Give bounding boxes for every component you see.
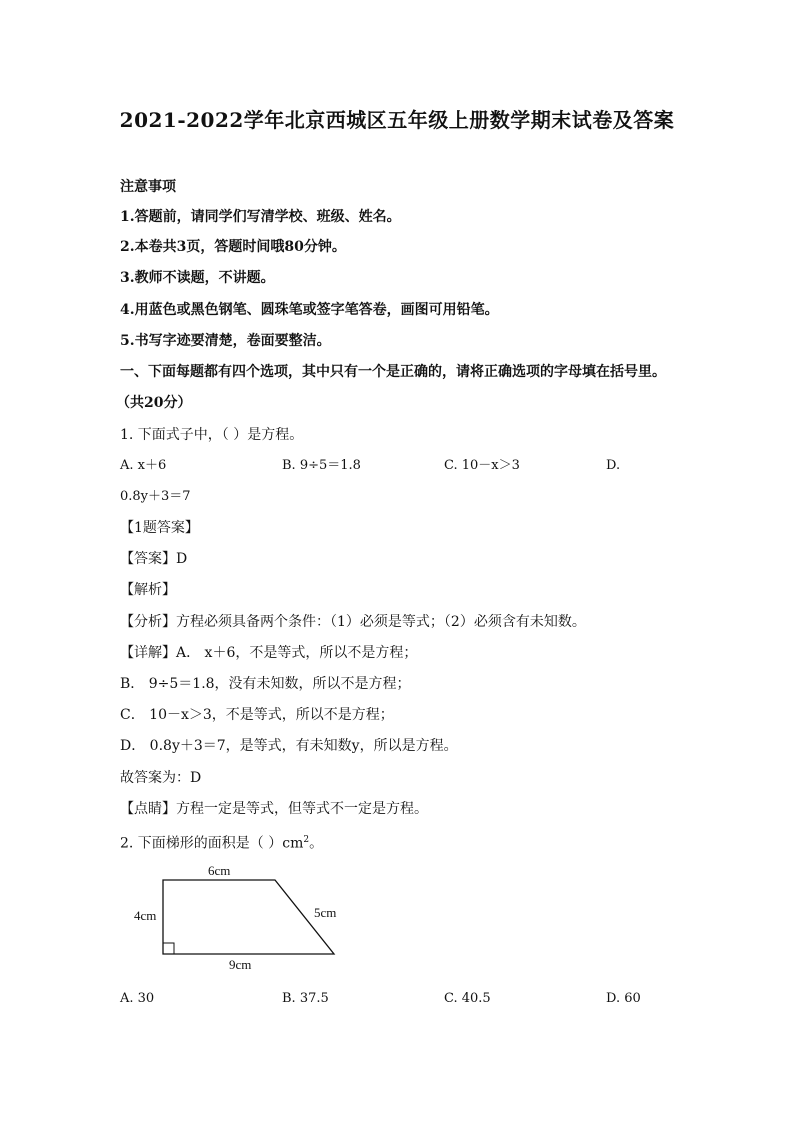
question-1-option-c: C. 10－x＞3 [444, 458, 520, 473]
detail-line: C． 10－x＞3，不是等式，所以不是方程； [120, 707, 394, 723]
question-1-option-d: D. [606, 458, 621, 473]
notice-heading: 注意事项 [120, 179, 176, 195]
question-2-option-d: D. 60 [606, 991, 641, 1006]
page-title: 2021-2022学年北京西城区五年级上册数学期末试卷及答案 [119, 108, 675, 132]
answer: 【答案】D [120, 551, 188, 567]
section-points: （共20分） [116, 395, 192, 411]
right-angle-mark [163, 943, 174, 954]
question-1-option-b: B. 9÷5＝1.8 [282, 458, 361, 473]
comment: 【点睛】方程一定是等式，但等式不一定是方程。 [120, 801, 428, 817]
label-top: 6cm [208, 863, 231, 878]
answer-tag: 【1题答案】 [120, 520, 199, 536]
label-bottom: 9cm [229, 957, 252, 972]
notice-item: 1.答题前，请同学们写清学校、班级、姓名。 [120, 209, 401, 225]
notice-item: 4.用蓝色或黑色钢笔、圆珠笔或签字笔答卷，画图可用铅笔。 [120, 302, 499, 318]
question-2-stem [120, 830, 323, 854]
trapezoid-shape [163, 880, 337, 954]
notice-item: 2.本卷共3页，答题时间哦80分钟。 [120, 239, 346, 255]
question-2-stem-sup: 2 [303, 835, 310, 845]
notice-item: 5.书写字迹要清楚，卷面要整洁。 [120, 333, 331, 349]
conclusion: 故答案为：D [120, 770, 202, 786]
question-1-option-a: A. x＋6 [120, 458, 167, 473]
question-2-stem-end: 。 [309, 835, 324, 852]
detail-line: D． 0.8y＋3＝7，是等式，有未知数y，所以是方程。 [120, 738, 458, 754]
label-right: 5cm [314, 905, 337, 920]
question-2-stem-text: 2. 下面梯形的面积是（ ）cm [120, 835, 304, 852]
question-2-option-a: A. 30 [120, 991, 155, 1006]
analysis: 【分析】方程必须具备两个条件：（1）必须是等式；（2）必须含有未知数。 [120, 614, 586, 630]
trapezoid-figure [132, 862, 372, 980]
question-2-option-c: C. 40.5 [444, 991, 491, 1006]
detail-line: 【详解】A． x＋6，不是等式，所以不是方程； [120, 645, 418, 661]
question-1-stem: 1. 下面式子中，（ ）是方程。 [120, 427, 304, 443]
section-heading: 一、下面每题都有四个选项，其中只有一个是正确的，请将正确选项的字母填在括号里。 [120, 364, 666, 380]
question-1-option-d-cont: 0.8y＋3＝7 [120, 489, 191, 504]
analysis-tag: 【解析】 [120, 582, 176, 598]
notice-item: 3.教师不读题，不讲题。 [120, 270, 275, 286]
label-left: 4cm [134, 908, 157, 923]
question-2-option-b: B. 37.5 [282, 991, 329, 1006]
detail-line: B． 9÷5＝1.8，没有未知数，所以不是方程； [120, 676, 411, 692]
